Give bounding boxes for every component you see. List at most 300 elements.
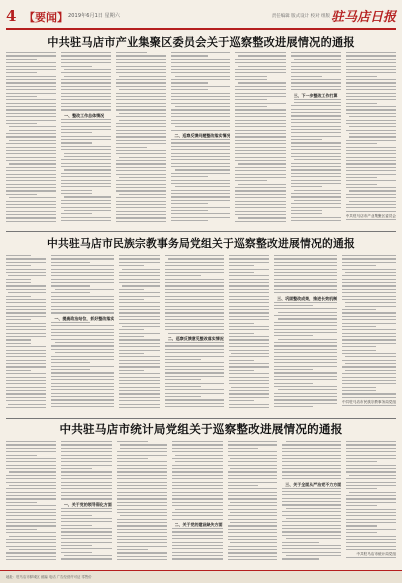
text-line bbox=[294, 102, 341, 103]
text-line bbox=[235, 133, 285, 134]
text-line bbox=[274, 289, 337, 290]
text-line bbox=[6, 529, 37, 530]
text-line bbox=[165, 302, 224, 303]
text-line bbox=[229, 404, 269, 405]
text-line bbox=[291, 72, 341, 73]
text-line bbox=[235, 76, 266, 77]
text-line bbox=[119, 282, 159, 283]
text-line bbox=[346, 79, 396, 80]
text-line bbox=[6, 312, 46, 313]
text-column bbox=[165, 255, 224, 413]
text-line bbox=[9, 130, 56, 131]
text-line bbox=[119, 262, 159, 263]
text-line bbox=[61, 86, 111, 87]
text-line bbox=[116, 62, 166, 63]
text-line bbox=[51, 285, 90, 286]
text-line bbox=[6, 559, 56, 560]
section-label: 【要闻】 bbox=[24, 11, 68, 24]
text-line bbox=[6, 76, 56, 77]
text-line bbox=[349, 201, 396, 202]
text-line bbox=[119, 323, 159, 324]
text-line bbox=[171, 196, 230, 197]
text-line bbox=[171, 190, 230, 191]
text-line bbox=[117, 522, 167, 523]
text-line bbox=[51, 329, 114, 330]
text-line bbox=[165, 376, 224, 377]
text-line bbox=[117, 556, 167, 557]
text-line bbox=[291, 112, 341, 113]
text-line bbox=[175, 186, 230, 187]
text-line bbox=[171, 180, 230, 181]
text-line bbox=[117, 529, 167, 530]
text-column bbox=[6, 441, 56, 565]
text-line bbox=[228, 485, 259, 486]
text-line bbox=[274, 342, 337, 343]
text-line bbox=[117, 542, 167, 543]
text-line bbox=[51, 272, 114, 273]
text-column bbox=[51, 255, 114, 413]
text-line bbox=[61, 538, 112, 539]
text-line bbox=[6, 150, 56, 151]
text-line bbox=[116, 160, 166, 161]
text-line bbox=[51, 379, 114, 380]
text-line bbox=[291, 105, 341, 106]
text-line bbox=[116, 214, 166, 215]
text-line bbox=[229, 265, 254, 266]
text-line bbox=[274, 262, 337, 263]
text-line bbox=[172, 535, 223, 536]
text-line bbox=[61, 448, 112, 449]
text-line bbox=[116, 136, 166, 137]
text-line bbox=[61, 548, 112, 549]
text-line bbox=[6, 498, 56, 499]
text-line bbox=[6, 319, 31, 320]
text-line bbox=[171, 163, 230, 164]
text-line bbox=[117, 485, 167, 486]
text-line bbox=[346, 458, 396, 459]
text-line bbox=[119, 356, 159, 357]
text-line bbox=[346, 444, 396, 445]
text-line bbox=[61, 203, 111, 204]
text-line bbox=[165, 389, 224, 390]
text-line bbox=[64, 153, 111, 154]
text-column bbox=[346, 52, 396, 227]
text-line bbox=[64, 196, 111, 197]
text-line bbox=[235, 106, 266, 107]
text-line bbox=[282, 451, 341, 452]
text-line bbox=[228, 465, 278, 466]
text-line bbox=[64, 210, 111, 211]
article-headline: 中共驻马店市统计局党组关于巡察整改进展情况的通报 bbox=[59, 422, 343, 436]
text-line bbox=[235, 157, 285, 158]
text-line bbox=[61, 492, 112, 493]
text-line bbox=[282, 458, 341, 459]
text-line bbox=[171, 113, 230, 114]
text-line bbox=[165, 285, 224, 286]
text-line bbox=[165, 292, 224, 293]
text-line bbox=[61, 545, 93, 546]
text-line bbox=[6, 89, 56, 90]
text-line bbox=[282, 468, 341, 469]
text-line bbox=[120, 444, 167, 445]
text-line bbox=[172, 468, 223, 469]
text-line bbox=[165, 369, 224, 370]
text-line bbox=[282, 465, 341, 466]
text-line bbox=[229, 326, 269, 327]
text-line bbox=[116, 140, 166, 141]
text-line bbox=[119, 255, 159, 256]
text-line bbox=[229, 296, 269, 297]
text-line bbox=[346, 52, 396, 53]
text-line bbox=[117, 536, 167, 537]
text-line bbox=[119, 302, 159, 303]
text-line bbox=[228, 495, 278, 496]
text-line bbox=[51, 322, 90, 323]
text-line bbox=[51, 362, 90, 363]
text-line bbox=[6, 390, 46, 391]
text-line bbox=[51, 325, 114, 326]
text-line bbox=[346, 184, 377, 185]
text-column bbox=[61, 441, 112, 565]
text-line bbox=[346, 140, 396, 141]
text-line bbox=[6, 542, 56, 543]
text-line bbox=[346, 441, 396, 442]
text-line bbox=[6, 262, 46, 263]
text-line bbox=[291, 213, 322, 214]
text-line bbox=[274, 255, 337, 256]
text-line bbox=[235, 96, 285, 97]
text-line bbox=[291, 66, 341, 67]
text-line bbox=[291, 122, 341, 123]
text-line bbox=[228, 552, 278, 553]
text-line bbox=[172, 471, 223, 472]
text-line bbox=[274, 332, 337, 333]
text-line bbox=[175, 126, 230, 127]
text-line bbox=[171, 217, 230, 218]
text-line bbox=[235, 86, 285, 87]
text-line bbox=[119, 275, 159, 276]
text-line bbox=[8, 404, 46, 405]
text-line bbox=[171, 66, 230, 67]
text-line bbox=[61, 173, 111, 174]
text-line bbox=[51, 312, 114, 313]
text-line bbox=[6, 461, 56, 462]
text-line bbox=[342, 377, 396, 378]
text-line bbox=[117, 546, 167, 547]
text-line bbox=[172, 542, 223, 543]
text-line bbox=[61, 163, 111, 164]
text-line bbox=[235, 79, 266, 80]
text-line bbox=[171, 69, 230, 70]
text-line bbox=[171, 193, 230, 194]
text-line bbox=[342, 285, 396, 286]
text-line bbox=[6, 495, 56, 496]
text-line bbox=[342, 275, 396, 276]
text-line bbox=[6, 299, 46, 300]
text-line bbox=[235, 150, 285, 151]
text-line bbox=[61, 136, 111, 137]
text-line bbox=[229, 258, 269, 259]
text-line bbox=[119, 258, 159, 259]
text-line bbox=[291, 146, 341, 147]
text-line bbox=[51, 369, 90, 370]
page-header bbox=[6, 6, 396, 30]
text-line bbox=[231, 387, 269, 388]
text-line bbox=[274, 356, 337, 357]
text-line bbox=[229, 292, 269, 293]
text-line bbox=[230, 468, 277, 469]
text-line bbox=[61, 558, 112, 559]
text-line bbox=[6, 72, 37, 73]
text-line bbox=[6, 316, 46, 317]
text-line bbox=[229, 370, 254, 371]
text-line bbox=[61, 122, 111, 123]
text-line bbox=[61, 444, 112, 445]
text-line bbox=[165, 396, 202, 397]
text-line bbox=[9, 549, 56, 550]
text-line bbox=[238, 66, 285, 67]
text-line bbox=[349, 136, 396, 137]
text-line bbox=[346, 525, 377, 526]
text-line bbox=[282, 545, 341, 546]
text-line bbox=[282, 491, 341, 492]
text-line bbox=[235, 143, 285, 144]
text-line bbox=[6, 136, 56, 137]
text-line bbox=[119, 339, 159, 340]
text-line bbox=[349, 126, 396, 127]
text-line bbox=[119, 177, 166, 178]
text-line bbox=[346, 55, 396, 56]
text-line bbox=[286, 508, 341, 509]
text-line bbox=[6, 441, 56, 442]
text-line bbox=[61, 531, 112, 532]
text-line bbox=[291, 132, 341, 133]
text-line bbox=[6, 552, 56, 553]
article-subhead: 二、巡察反馈意见整改落实情况 bbox=[167, 336, 224, 341]
text-line bbox=[346, 150, 396, 151]
text-line bbox=[51, 366, 114, 367]
text-line bbox=[346, 519, 396, 520]
text-line bbox=[171, 142, 230, 143]
article-3-body bbox=[6, 441, 396, 565]
text-line bbox=[171, 123, 230, 124]
text-column bbox=[171, 52, 230, 227]
text-line bbox=[117, 482, 167, 483]
text-line bbox=[119, 312, 159, 313]
text-line bbox=[165, 356, 224, 357]
text-line bbox=[274, 349, 337, 350]
text-line bbox=[61, 471, 112, 472]
text-line bbox=[119, 377, 159, 378]
text-line bbox=[291, 176, 341, 177]
text-line bbox=[235, 221, 285, 222]
text-line bbox=[171, 82, 208, 83]
text-line bbox=[6, 106, 56, 107]
text-line bbox=[51, 275, 114, 276]
text-line bbox=[346, 62, 396, 63]
text-line bbox=[64, 69, 111, 70]
text-line bbox=[274, 396, 337, 397]
text-line bbox=[61, 93, 111, 94]
text-line bbox=[116, 150, 166, 151]
text-line bbox=[51, 386, 114, 387]
text-column bbox=[6, 52, 56, 227]
text-line bbox=[61, 99, 111, 100]
text-line bbox=[291, 163, 341, 164]
text-line bbox=[172, 485, 223, 486]
text-line bbox=[6, 556, 56, 557]
text-line bbox=[342, 309, 375, 310]
text-line bbox=[6, 214, 56, 215]
text-line bbox=[342, 373, 396, 374]
text-line bbox=[116, 79, 166, 80]
text-line bbox=[6, 55, 56, 56]
text-line bbox=[342, 262, 396, 263]
text-line bbox=[117, 455, 167, 456]
text-line bbox=[346, 82, 396, 83]
text-line bbox=[119, 353, 144, 354]
text-line bbox=[229, 393, 269, 394]
text-line bbox=[6, 133, 56, 134]
text-line bbox=[291, 169, 341, 170]
text-line bbox=[51, 383, 114, 384]
text-line bbox=[64, 156, 111, 157]
text-line bbox=[61, 109, 111, 110]
text-line bbox=[171, 52, 230, 53]
text-line bbox=[117, 539, 167, 540]
text-line bbox=[61, 441, 112, 442]
text-line bbox=[61, 461, 112, 462]
text-line bbox=[342, 319, 396, 320]
text-line bbox=[61, 119, 111, 120]
text-line bbox=[51, 335, 114, 336]
text-line bbox=[6, 190, 56, 191]
text-line bbox=[346, 509, 396, 510]
article-1-body bbox=[6, 52, 396, 227]
text-line bbox=[6, 525, 56, 526]
text-line bbox=[165, 383, 224, 384]
text-line bbox=[228, 536, 278, 537]
text-line bbox=[229, 282, 269, 283]
text-line bbox=[342, 282, 396, 283]
text-line bbox=[342, 289, 396, 290]
text-line bbox=[61, 55, 111, 56]
text-line bbox=[172, 448, 223, 449]
text-line bbox=[6, 482, 56, 483]
text-line bbox=[171, 173, 230, 174]
text-line bbox=[61, 525, 93, 526]
text-line bbox=[274, 406, 313, 407]
text-line bbox=[117, 519, 167, 520]
text-line bbox=[6, 350, 46, 351]
text-line bbox=[294, 159, 341, 160]
text-line bbox=[171, 93, 230, 94]
text-line bbox=[116, 217, 166, 218]
text-line bbox=[6, 184, 56, 185]
text-line bbox=[6, 167, 56, 168]
text-line bbox=[6, 509, 56, 510]
text-line bbox=[122, 269, 160, 270]
text-line bbox=[6, 505, 56, 506]
text-line bbox=[51, 372, 114, 373]
text-line bbox=[291, 82, 341, 83]
text-line bbox=[119, 400, 159, 401]
text-line bbox=[116, 59, 166, 60]
text-line bbox=[6, 221, 56, 222]
text-line bbox=[291, 136, 341, 137]
text-line bbox=[61, 129, 111, 130]
text-line bbox=[346, 163, 396, 164]
text-line bbox=[6, 323, 46, 324]
article-signature: 中共驻马店市民族宗教事务局党组 bbox=[342, 400, 396, 405]
text-line bbox=[116, 207, 166, 208]
article-2 bbox=[6, 236, 396, 251]
text-line bbox=[51, 292, 90, 293]
text-line bbox=[61, 103, 111, 104]
text-line bbox=[229, 285, 269, 286]
page-number: 4 bbox=[6, 7, 17, 25]
text-line bbox=[342, 326, 375, 327]
text-line bbox=[228, 509, 278, 510]
text-line bbox=[346, 170, 396, 171]
text-line bbox=[291, 109, 341, 110]
text-line bbox=[346, 488, 377, 489]
text-line bbox=[172, 531, 223, 532]
text-line bbox=[291, 186, 322, 187]
text-line bbox=[6, 147, 56, 148]
text-line bbox=[6, 522, 56, 523]
text-line bbox=[9, 140, 56, 141]
text-line bbox=[228, 475, 278, 476]
text-line bbox=[51, 345, 114, 346]
text-line bbox=[282, 488, 341, 489]
text-line bbox=[119, 373, 159, 374]
text-line bbox=[6, 451, 56, 452]
text-line bbox=[117, 502, 167, 503]
text-line bbox=[230, 502, 277, 503]
text-line bbox=[119, 296, 159, 297]
text-line bbox=[6, 407, 46, 408]
text-line bbox=[346, 549, 396, 550]
text-line bbox=[282, 515, 341, 516]
text-line bbox=[349, 133, 396, 134]
text-line bbox=[6, 157, 56, 158]
text-line bbox=[119, 366, 159, 367]
text-line bbox=[346, 174, 396, 175]
editors-line: 责任编辑 版式设计 校对 组版 bbox=[271, 14, 330, 19]
article-3 bbox=[6, 421, 396, 437]
text-line bbox=[165, 379, 202, 380]
text-line bbox=[116, 123, 166, 124]
text-line bbox=[61, 478, 112, 479]
text-line bbox=[6, 272, 46, 273]
text-line bbox=[6, 217, 56, 218]
text-line bbox=[274, 399, 337, 400]
text-line bbox=[342, 279, 396, 280]
text-line bbox=[171, 183, 230, 184]
text-line bbox=[342, 360, 396, 361]
text-line bbox=[291, 203, 341, 204]
text-line bbox=[117, 525, 167, 526]
text-line bbox=[235, 147, 285, 148]
text-line bbox=[6, 296, 31, 297]
text-line bbox=[172, 482, 223, 483]
text-line bbox=[274, 379, 337, 380]
text-line bbox=[235, 59, 285, 60]
text-line bbox=[117, 498, 167, 499]
text-line bbox=[291, 55, 341, 56]
text-line bbox=[274, 285, 337, 286]
